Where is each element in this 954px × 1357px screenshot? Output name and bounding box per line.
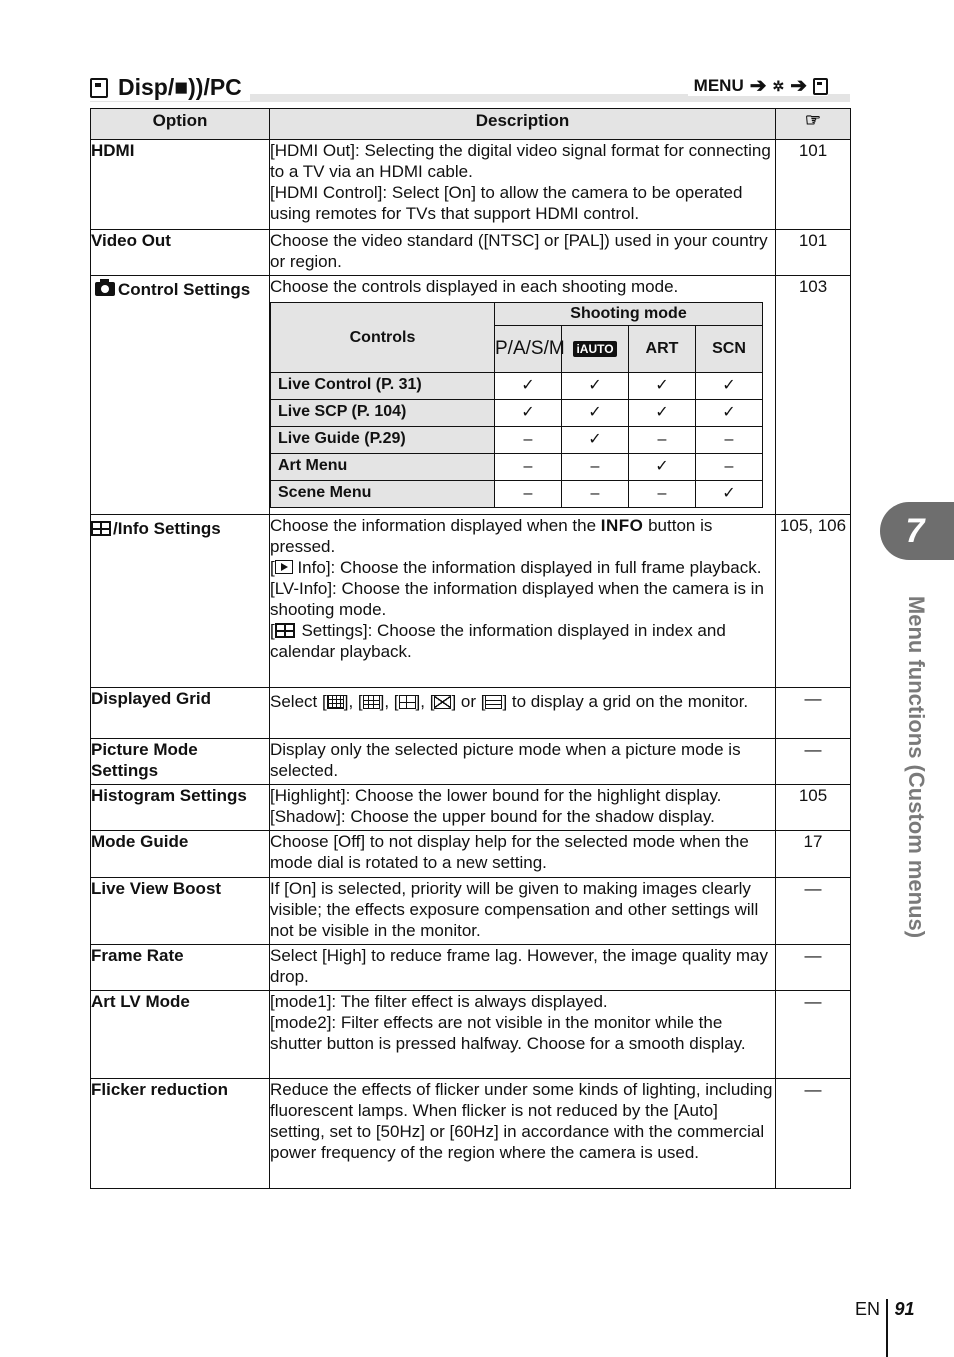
mark-cell: – (562, 481, 629, 508)
option-cell (91, 515, 270, 688)
subtable-row (271, 427, 763, 454)
description-text: Info]: Choose the information displayed in full frame playback. (292, 558, 762, 577)
description-text: button is pressed. (270, 516, 713, 556)
section-header (90, 72, 850, 104)
grid-diagonal-icon (434, 695, 451, 709)
index-grid-icon (91, 521, 111, 536)
mark-cell: – (696, 427, 763, 454)
page-ref-cell: 105, 106 (776, 515, 851, 688)
mark-cell: ✓ (629, 373, 696, 400)
camera-icon (95, 282, 115, 296)
option-cell: Frame Rate (91, 945, 270, 991)
table-row (91, 515, 851, 688)
mark-cell: ✓ (629, 400, 696, 427)
description-line: [HDMI Control]: Select [On] to allow the camera to be operated using remotes for TVs that support HDMI control. (270, 183, 743, 223)
option-cell: Flicker reduction (91, 1079, 270, 1189)
mark-cell: ✓ (495, 373, 562, 400)
disp-tab-icon (813, 78, 828, 95)
chapter-tab (880, 502, 954, 560)
option-cell: Displayed Grid (91, 688, 270, 739)
description-line: [ Settings]: Choose the information displayed in index and calendar playback. (270, 621, 726, 661)
subtable-header-row (271, 303, 763, 326)
table-row (91, 688, 851, 739)
description-cell: If [On] is selected, priority will be given to making images clearly visible; the effects exposure compensation and other settings will not be visible in the monitor. (270, 878, 776, 945)
playback-icon (275, 560, 293, 574)
chapter-side-title (904, 574, 929, 954)
info-button-label: INFO (600, 516, 644, 535)
mode-iauto (562, 326, 629, 373)
mode-scn: SCN (696, 326, 763, 373)
controls-subtable (270, 302, 763, 508)
table-row (91, 1079, 851, 1189)
page-ref-cell: 17 (776, 831, 851, 878)
option-cell: Live View Boost (91, 878, 270, 945)
table-header-row (91, 109, 851, 140)
option-cell: HDMI (91, 140, 270, 230)
menu-label: MENU (693, 76, 744, 95)
page-ref-cell: 105 (776, 785, 851, 831)
description-line: [LV-Info]: Choose the information displayed when the camera is in shooting mode. (270, 579, 764, 619)
subtable-row (271, 400, 763, 427)
control-label: Scene Menu (271, 481, 495, 508)
mode-pasm-label: P/A/S/M (495, 338, 565, 359)
section-title: Disp/■))/PC (118, 74, 242, 100)
description-text: to display a grid on the monitor. (507, 692, 749, 711)
arrow-right-icon: ➔ (749, 75, 767, 97)
grid-3x3-icon (327, 695, 344, 709)
mark-cell: ✓ (562, 427, 629, 454)
mark-cell: ✓ (562, 400, 629, 427)
description-line: [mode2]: Filter effects are not visible in the monitor while the shutter button is pressed halfway. Choose for a smooth display. (270, 1013, 746, 1053)
iauto-icon: iAUTO (573, 341, 616, 357)
description-cell (270, 276, 776, 515)
control-label: Live SCP (P. 104) (271, 400, 495, 427)
mark-cell: ✓ (696, 400, 763, 427)
disp-tab-icon (90, 78, 108, 98)
grid-cross-icon (399, 695, 416, 709)
description-text: Select (270, 692, 322, 711)
mark-cell: ✓ (696, 481, 763, 508)
settings-table (90, 108, 851, 1189)
description-cell (270, 515, 776, 688)
subtable-row (271, 373, 763, 400)
table-row (91, 991, 851, 1079)
mark-cell: ✓ (696, 373, 763, 400)
description-line: [Highlight]: Choose the lower bound for the highlight display. (270, 786, 722, 805)
description-cell: Select [High] to reduce frame lag. However, the image quality may drop. (270, 945, 776, 991)
menu-path (688, 76, 828, 96)
mark-cell: – (696, 454, 763, 481)
mark-cell: – (495, 481, 562, 508)
page-footer (855, 1299, 915, 1357)
page-number: 91 (894, 1299, 915, 1319)
option-column-header: Option (91, 109, 270, 140)
description-line: [mode1]: The filter effect is always displayed. (270, 992, 608, 1011)
reference-column-header (776, 109, 851, 140)
mark-cell: – (629, 481, 696, 508)
controls-header: Controls (271, 303, 495, 373)
mark-cell: – (562, 454, 629, 481)
description-cell: Choose [Off] to not display help for the selected mode when the mode dial is rotated to a new setting. (270, 831, 776, 878)
page-ref-cell: — (776, 739, 851, 785)
mode-pasm (495, 326, 565, 373)
mark-cell: – (629, 427, 696, 454)
option-label: /Info Settings (113, 519, 221, 538)
control-label: Art Menu (271, 454, 495, 481)
description-column-header: Description (270, 109, 776, 140)
arrow-right-icon: ➔ (790, 75, 807, 97)
subtable-row (271, 454, 763, 481)
description-line: [HDMI Out]: Selecting the digital video signal format for connecting to a TV via an HDMI cable. (270, 141, 771, 181)
mark-cell: ✓ (495, 400, 562, 427)
table-row (91, 140, 851, 230)
table-row (91, 945, 851, 991)
table-row (91, 785, 851, 831)
description-text: Settings]: Choose the information displayed in index and calendar playback. (270, 621, 726, 661)
table-row (91, 831, 851, 878)
language-label: EN (855, 1299, 881, 1319)
custom-gear-icon: ✲ (772, 77, 785, 94)
chapter-number: 7 (905, 511, 925, 550)
mark-cell: ✓ (629, 454, 696, 481)
option-cell: Video Out (91, 230, 270, 276)
chapter-title: Menu functions (Custom menus) (904, 595, 929, 939)
description-line: [ Info]: Choose the information displayed in full frame playback. (270, 558, 762, 577)
table-row (91, 878, 851, 945)
control-label: Live Control (P. 31) (271, 373, 495, 400)
page-ref-cell: 103 (776, 276, 851, 515)
page-ref-cell: — (776, 945, 851, 991)
description-cell: Display only the selected picture mode when a picture mode is selected. (270, 739, 776, 785)
description-cell: Reduce the effects of flicker under some kinds of lighting, including fluorescent lamps. When flicker is not reduced by the [Auto] setting, set to [50Hz] or [60Hz] in accordance with the commercial power frequency of the region where the camera is used. (270, 1079, 776, 1189)
description-cell (270, 785, 776, 831)
table-row (91, 739, 851, 785)
page-ref-cell: — (776, 1079, 851, 1189)
description-cell: Choose the video standard ([NTSC] or [PAL]) used in your country or region. (270, 230, 776, 276)
mark-cell: – (495, 454, 562, 481)
subtable-row (271, 481, 763, 508)
description-cell (270, 140, 776, 230)
option-cell: Mode Guide (91, 831, 270, 878)
page-ref-cell: 101 (776, 230, 851, 276)
description-cell: Select [ ], [ ], [ ], [ ] or [ ] to display a grid on the monitor. (270, 688, 776, 739)
table-row (91, 230, 851, 276)
footer-divider (886, 1299, 888, 1357)
option-cell: Histogram Settings (91, 785, 270, 831)
mark-cell: ✓ (562, 373, 629, 400)
page-ref-cell: — (776, 688, 851, 739)
control-label: Live Guide (P.29) (271, 427, 495, 454)
index-grid-icon (275, 623, 295, 638)
description-line: Choose the controls displayed in each shooting mode. (270, 277, 679, 296)
grid-169-icon (485, 695, 502, 709)
option-cell: Art LV Mode (91, 991, 270, 1079)
description-line: [Shadow]: Choose the upper bound for the shadow display. (270, 807, 715, 826)
option-cell (91, 276, 270, 515)
option-cell: Picture Mode Settings (91, 739, 270, 785)
section-title-wrap (90, 74, 250, 101)
description-cell (270, 991, 776, 1079)
description-text: Choose the information displayed when the (270, 516, 601, 535)
option-label: Control Settings (118, 280, 251, 299)
grid-golden-icon (363, 695, 380, 709)
description-line (270, 515, 775, 557)
mode-art: ART (629, 326, 696, 373)
pointing-hand-icon: ☞ (804, 110, 822, 130)
page-ref-cell: — (776, 991, 851, 1079)
shooting-mode-header: Shooting mode (495, 303, 763, 326)
page-ref-cell: 101 (776, 140, 851, 230)
mark-cell: – (495, 427, 562, 454)
page-ref-cell: — (776, 878, 851, 945)
table-row (91, 276, 851, 515)
